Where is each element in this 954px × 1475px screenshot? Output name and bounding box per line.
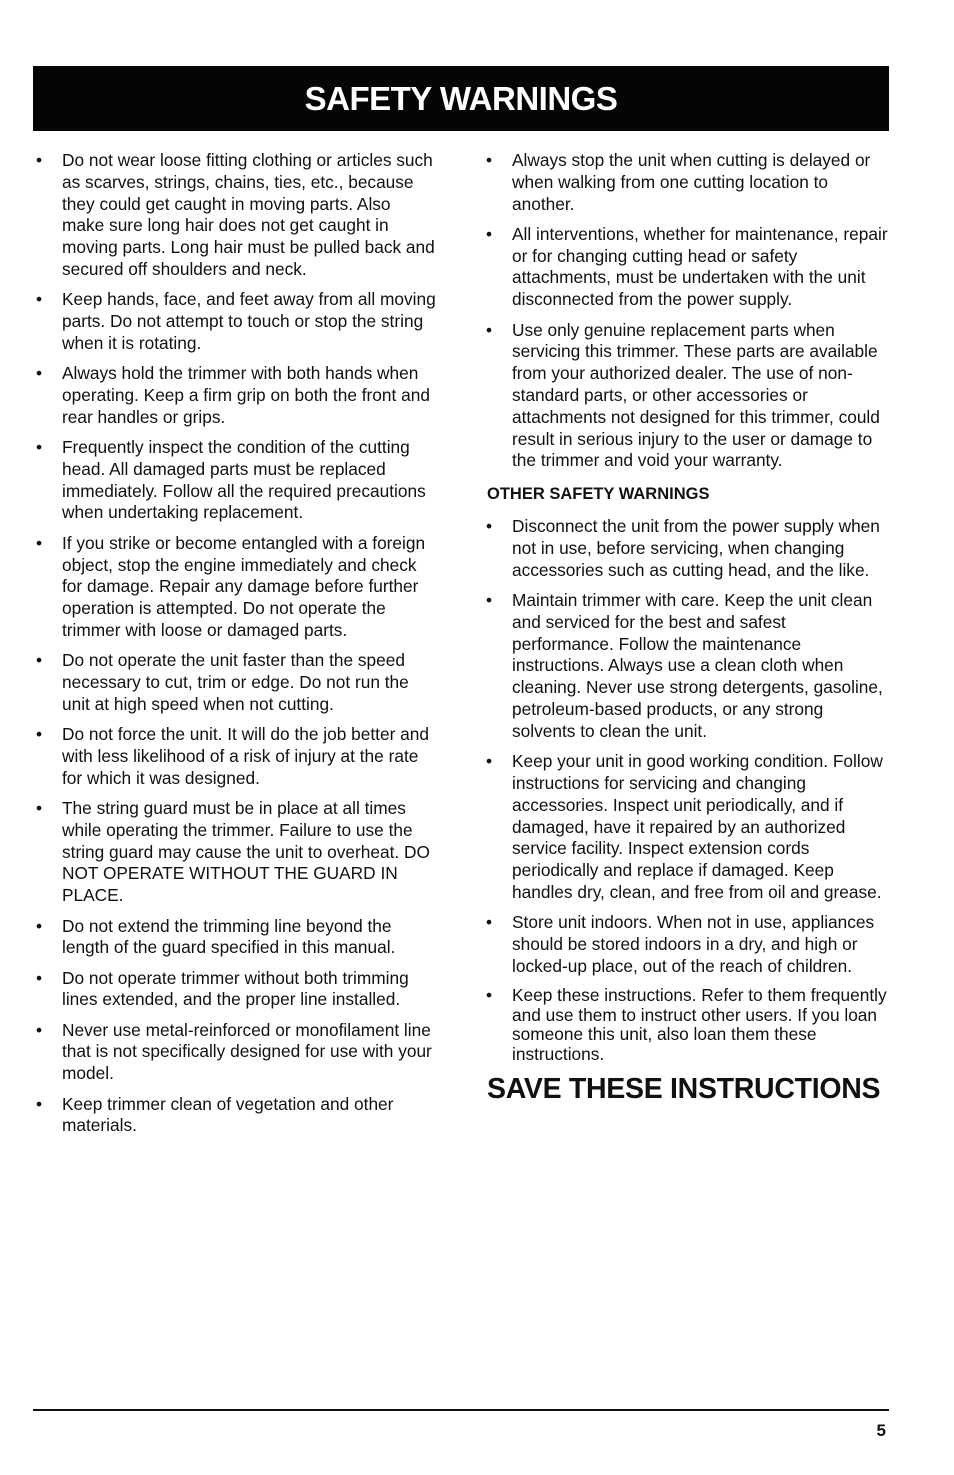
page-number: 5 — [876, 1421, 886, 1440]
list-item: • Do not operate trimmer without both trimming lines extended, and the proper line installed. — [36, 967, 409, 1010]
list-item: • Do not extend the trimming line beyond the length of the guard specified in this manual. — [36, 915, 396, 958]
bullet-icon: • — [36, 724, 43, 745]
list-item: • All interventions, whether for maintenance, repair or for changing cutting head or safety attachments, must be undertaken with the unit disconnected from the power supply. — [486, 223, 888, 310]
list-item: • Do not operate the unit faster than the speed necessary to cut, trim or edge. Do not run the unit at high speed when not cutting. — [36, 650, 409, 714]
list-item: • Keep trimmer clean of vegetation and other materials. — [36, 1093, 394, 1136]
bullet-icon: • — [486, 516, 493, 537]
bullet-icon: • — [36, 289, 43, 310]
bullet-icon: • — [36, 650, 43, 671]
safety-list-right — [486, 150, 888, 472]
list-item: • Do not wear loose fitting clothing or articles such as scarves, strings, chains, ties, etc., because they could get caught in moving parts. Also make sure long hair does not get caught in moving parts. Long hair must be pulled back and secured off shoulders and neck. — [36, 150, 435, 279]
bullet-icon: • — [36, 363, 43, 384]
bullet-icon: • — [486, 223, 493, 244]
title-banner — [33, 66, 889, 131]
left-column — [36, 150, 436, 1146]
page-title: SAFETY WARNINGS — [304, 79, 618, 117]
bullet-icon: • — [36, 798, 43, 819]
bullet-icon: • — [36, 532, 43, 553]
list-item: • Never use metal-reinforced or monofilament line that is not specifically designed for use with your model. — [36, 1019, 432, 1084]
bullet-icon: • — [36, 915, 43, 936]
list-item: • Disconnect the unit from the power supply when not in use, before servicing, when changing accessories such as cutting head, and the like. — [486, 516, 880, 580]
bullet-icon: • — [36, 967, 43, 988]
bullet-icon: • — [486, 912, 493, 933]
bullet-icon: • — [486, 751, 493, 772]
bullet-icon: • — [486, 985, 493, 1006]
list-item: • Maintain trimmer with care. Keep the unit clean and serviced for the best and safest performance. Follow the maintenance instructions. Always use a clean cloth when cleaning. Never use strong detergents, gasoline, petroleum-based products, or any strong solvents to clean the unit. — [486, 590, 883, 741]
bullet-icon: • — [486, 150, 493, 170]
bullet-icon: • — [36, 1019, 43, 1040]
bullet-icon: • — [486, 590, 493, 611]
list-item: • If you strike or become entangled with a foreign object, stop the engine immediately and check for damage. Repair any damage before further operation is attempted. Do not operate the trimmer with loose or damaged parts. — [36, 532, 426, 640]
list-item: • Do not force the unit. It will do the job better and with less likelihood of a risk of injury at the rate for which it was designed. — [36, 724, 429, 788]
list-item: • Always stop the unit when cutting is delayed or when walking from one cutting location to another. — [486, 150, 871, 214]
bullet-icon: • — [486, 319, 493, 340]
other-warnings-heading: OTHER SAFETY WARNINGS — [487, 485, 710, 504]
list-item: • Frequently inspect the condition of the cutting head. All damaged parts must be replaced immediately. Follow all the required precautions when undertaking replacement. — [36, 437, 426, 523]
right-column — [486, 150, 888, 1106]
bullet-icon: • — [36, 437, 43, 458]
list-item: • Keep hands, face, and feet away from all moving parts. Do not attempt to touch or stop the string when it is rotating. — [36, 289, 436, 353]
list-item: • The string guard must be in place at all times while operating the trimmer. Failure to use the string guard may cause the unit to overheat. DO NOT OPERATE WITHOUT THE GUARD IN PLACE. — [36, 798, 430, 906]
other-warnings-list — [486, 516, 888, 1064]
list-item: • Use only genuine replacement parts when servicing this trimmer. These parts are available from your authorized dealer. The use of non-standard parts, or other accessories or attachments not designed for this trimmer, could result in serious injury to the user or damage to the trimmer and void your warranty. — [486, 319, 880, 471]
safety-list-left — [36, 150, 436, 1137]
save-instructions-heading: SAVE THESE INSTRUCTIONS — [487, 1072, 881, 1105]
list-item: • Store unit indoors. When not in use, appliances should be stored indoors in a dry, and high or locked-up place, out of the reach of children. — [486, 912, 875, 976]
list-item: • Always hold the trimmer with both hands when operating. Keep a firm grip on both the front and rear handles or grips. — [36, 363, 430, 427]
list-item: • Keep your unit in good working condition. Follow instructions for servicing and changing accessories. Inspect unit periodically, and if damaged, have it repaired by an authorized service facility. Inspect extension cords periodically and replace if damaged. Keep handles dry, clean, and free from oil and grease. — [486, 751, 883, 902]
footer-divider — [33, 1409, 889, 1411]
list-item: • Keep these instructions. Refer to them frequently and use them to instruct other users. If you loan someone this unit, also loan them these instructions. — [486, 985, 887, 1064]
bullet-icon: • — [36, 150, 43, 170]
bullet-icon: • — [36, 1093, 43, 1114]
